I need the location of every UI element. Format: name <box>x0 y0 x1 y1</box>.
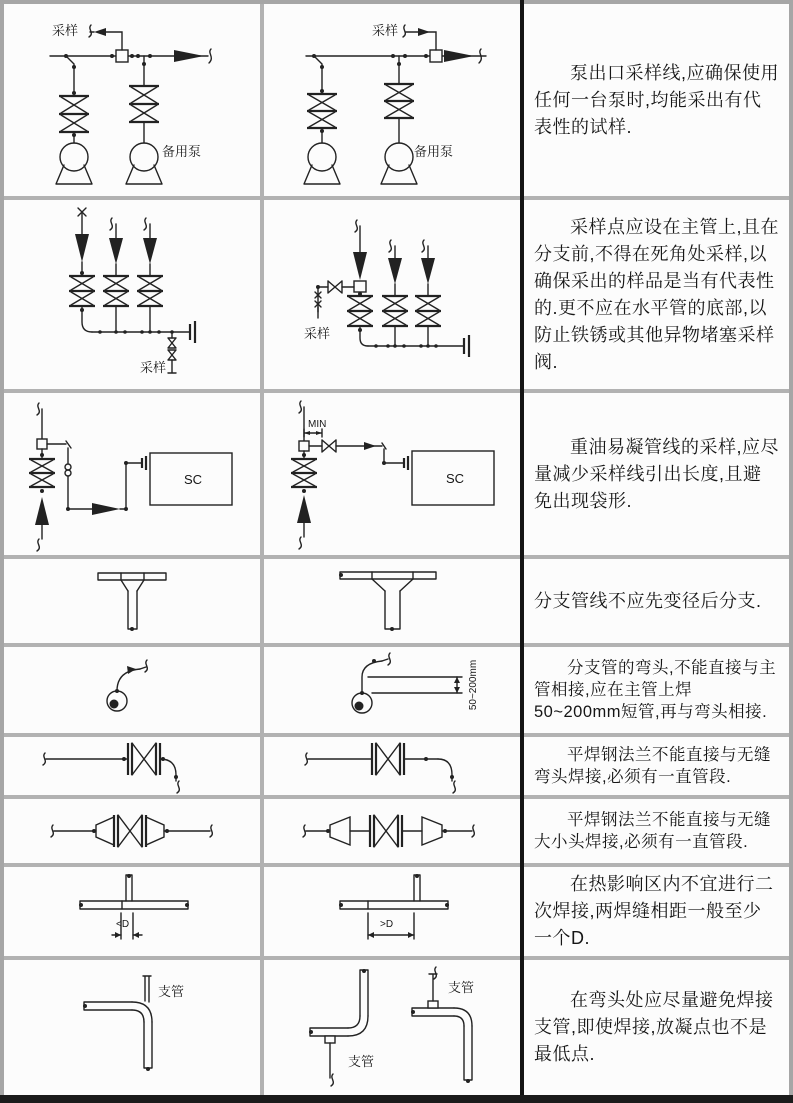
branch-at-elbow-diagram-a <box>4 960 260 1095</box>
note-row5 <box>524 647 789 733</box>
sampling-label: 采样 <box>140 360 167 375</box>
stub-length-dimension: 50~200mm <box>468 659 479 711</box>
sc-sampling-diagram-b <box>264 393 520 555</box>
pump-sampling-diagram-b <box>264 4 520 196</box>
sampling-label: 采样 <box>52 23 79 38</box>
branch-before-elbow-diagram-b <box>264 960 520 1095</box>
diagram-row5-left <box>4 647 260 733</box>
note-row1 <box>524 4 789 196</box>
diagram-row9-middle <box>264 960 520 1095</box>
note-row6 <box>524 737 789 795</box>
note-row4 <box>524 559 789 643</box>
manifold-sampling-diagram-a <box>4 200 260 389</box>
diagram-row7-middle <box>264 799 520 863</box>
note-row8 <box>524 867 789 956</box>
diagram-row6-left <box>4 737 260 795</box>
flange-spool-reducer-diagram-b <box>264 799 520 863</box>
text-column-divider <box>520 0 524 1095</box>
diagram-row9-left <box>4 960 260 1095</box>
sample-cooler-label: SC <box>446 471 465 486</box>
note-row9 <box>524 960 789 1095</box>
note-text: 泵出口采样线,应确保使用任何一台泵时,均能采出有代表性的试样. <box>534 62 779 137</box>
diagram-row8-left <box>4 867 260 956</box>
diagram-row8-middle <box>264 867 520 956</box>
note-text: 采样点应设在主管上,且在分支前,不得在死角处采样,以确保采出的样品是当有代表性的.更不应在水平管的底部,以防止铁锈或其他异物堵塞采样阀. <box>534 216 779 372</box>
diagram-row7-left <box>4 799 260 863</box>
spacing-dimension-label: <D <box>116 919 130 930</box>
diagram-row4-left <box>4 559 260 643</box>
diagram-row3-middle <box>264 393 520 555</box>
diagram-row6-middle <box>264 737 520 795</box>
manifold-sampling-diagram-b <box>264 200 520 389</box>
branch-pipe-label: 支管 <box>448 980 475 995</box>
weld-spacing-diagram-b <box>264 867 520 956</box>
note-text: 在热影响区内不宜进行二次焊接,两焊缝相距一般至少一个D. <box>534 874 774 948</box>
pump-sampling-diagram-a <box>4 4 260 196</box>
standby-pump-label: 备用泵 <box>414 144 454 159</box>
flange-reducer-diagram-a <box>4 799 260 863</box>
diagram-row4-middle <box>264 559 520 643</box>
diagram-row2-middle <box>264 200 520 389</box>
diagram-row3-left <box>4 393 260 555</box>
note-row7 <box>524 799 789 863</box>
diagram-row2-left <box>4 200 260 389</box>
sc-sampling-diagram-a <box>4 393 260 555</box>
spacing-dimension-label: >D <box>380 919 394 930</box>
flange-spool-elbow-diagram-b <box>264 737 520 795</box>
branch-tee-diagram-b <box>264 559 520 643</box>
note-text: 在弯头处应尽量避免焊接支管,即使焊接,放凝点也不是最低点. <box>534 990 774 1064</box>
diagram-row1-middle <box>264 4 520 196</box>
elbow-with-stub-diagram-b <box>264 647 520 733</box>
flange-elbow-diagram-a <box>4 737 260 795</box>
note-row3 <box>524 393 789 555</box>
sampling-label: 采样 <box>304 326 331 341</box>
note-text: 平焊钢法兰不能直接与无缝弯头焊接,必须有一直管段. <box>534 745 771 786</box>
note-row2 <box>524 200 789 389</box>
elbow-on-header-diagram-a <box>4 647 260 733</box>
sampling-label: 采样 <box>372 23 399 38</box>
branch-pipe-label: 支管 <box>348 1054 375 1069</box>
diagram-row5-middle <box>264 647 520 733</box>
sample-cooler-label: SC <box>184 472 203 487</box>
branch-reducer-diagram-a <box>4 559 260 643</box>
diagram-row1-left <box>4 4 260 196</box>
branch-pipe-label: 支管 <box>158 984 185 999</box>
note-text: 重油易凝管线的采样,应尽量减少采样线引出长度,且避免出现袋形. <box>534 436 779 511</box>
bottom-border-strip <box>0 1095 793 1103</box>
note-text: 平焊钢法兰不能直接与无缝大小头焊接,必须有一直管段. <box>534 810 771 851</box>
note-text: 分支管的弯头,不能直接与主管相接,应在主管上焊50~200mm短管,再与弯头相接. <box>534 658 777 722</box>
weld-spacing-diagram-a <box>4 867 260 956</box>
standby-pump-label: 备用泵 <box>162 144 202 159</box>
min-dimension-label: MIN <box>308 419 327 430</box>
note-text: 分支管线不应先变径后分支. <box>534 590 762 611</box>
